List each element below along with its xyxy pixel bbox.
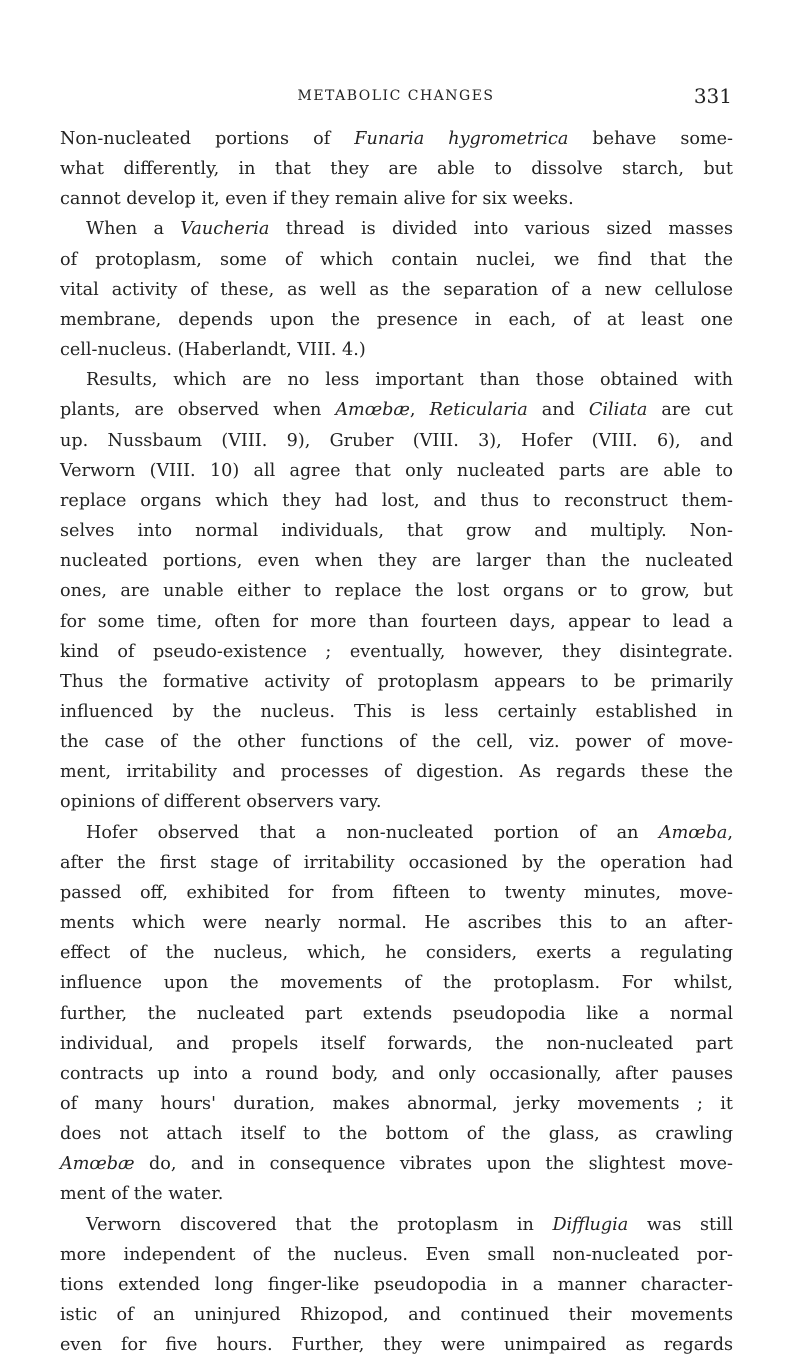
text-segment: more independent of the nucleus. Even small non-nucleated por- xyxy=(60,1244,733,1265)
text-segment: istic of an uninjured Rhizopod, and continued their movements xyxy=(60,1305,733,1326)
text-segment: after the first stage of irritability occasioned by the operation had xyxy=(60,852,733,873)
italic-term: Difflugia xyxy=(552,1214,629,1235)
text-line xyxy=(60,1300,733,1330)
text-line xyxy=(60,214,733,244)
text-segment: thread is divided into various sized masses xyxy=(269,219,733,240)
text-line xyxy=(60,1210,733,1240)
text-line xyxy=(60,818,733,848)
text-segment: ments which were nearly normal. He ascribes this to an after- xyxy=(60,913,733,934)
text-segment: cannot develop it, even if they remain alive for six weeks. xyxy=(60,189,574,210)
text-line xyxy=(60,697,733,727)
text-segment: further, the nucleated part extends pseudopodia like a normal xyxy=(60,1003,733,1024)
text-segment: Results, which are no less important than those obtained with xyxy=(86,370,733,391)
text-segment: opinions of different observers vary. xyxy=(60,792,382,813)
text-line xyxy=(60,486,733,516)
text-segment: Verworn (VIII. 10) all agree that only nucleated parts are able to xyxy=(60,460,733,481)
text-line xyxy=(60,275,733,305)
text-segment: Hofer observed that a non-nucleated portion of an xyxy=(86,822,659,843)
text-line xyxy=(60,1029,733,1059)
text-segment: passed off, exhibited for from fifteen to twenty minutes, move- xyxy=(60,882,733,903)
text-line xyxy=(60,1059,733,1089)
text-line xyxy=(60,1240,733,1270)
text-segment: When a xyxy=(86,219,181,240)
text-line xyxy=(60,456,733,486)
text-line xyxy=(60,426,733,456)
text-segment: tions extended long finger-like pseudopodia in a manner character- xyxy=(60,1274,733,1295)
italic-term: Ciliata xyxy=(588,400,648,421)
text-segment: vital activity of these, as well as the separation of a new cellulose xyxy=(60,279,733,300)
text-segment: are cut xyxy=(647,400,733,421)
text-segment: ones, are unable either to replace the lost organs or to grow, but xyxy=(60,581,733,602)
text-segment: kind of pseudo-existence ; eventually, however, they disintegrate. xyxy=(60,641,733,662)
text-line xyxy=(60,1089,733,1119)
text-segment: for some time, often for more than fourteen days, appear to lead a xyxy=(60,611,733,632)
text-line xyxy=(60,1149,733,1179)
italic-term: Amœbæ xyxy=(335,400,410,421)
text-segment: even for five hours. Further, they were unimpaired as regards xyxy=(60,1335,733,1356)
text-segment: ment of the water. xyxy=(60,1184,224,1205)
text-segment: of many hours' duration, makes abnormal, jerky movements ; it xyxy=(60,1094,733,1114)
text-line xyxy=(60,667,733,697)
text-segment: influence upon the movements of the protoplasm. For whilst, xyxy=(60,973,733,994)
text-line xyxy=(60,1270,733,1300)
text-line xyxy=(60,908,733,938)
text-line xyxy=(60,757,733,787)
text-segment: behave some- xyxy=(568,129,733,149)
text-line xyxy=(60,245,733,275)
text-segment: selves into normal individuals, that grow and multiply. Non- xyxy=(60,521,733,542)
text-line xyxy=(60,516,733,546)
text-line xyxy=(60,124,733,154)
text-line xyxy=(60,365,733,395)
running-head-title: METABOLIC CHANGES xyxy=(297,88,495,104)
text-line xyxy=(60,787,733,817)
italic-term: Amœba xyxy=(658,822,728,843)
running-head xyxy=(60,84,732,108)
text-line xyxy=(60,968,733,998)
text-segment: influenced by the nucleus. This is less certainly established in xyxy=(60,701,733,722)
text-segment: contracts up into a round body, and only occasionally, after pauses xyxy=(60,1063,733,1084)
text-segment: nucleated portions, even when they are larger than the nucleated xyxy=(60,551,733,572)
text-segment: do, and in consequence vibrates upon the slightest move- xyxy=(134,1154,733,1175)
text-segment: Non-nucleated portions of xyxy=(60,129,355,149)
text-segment: Thus the formative activity of protoplasm appears to be primarily xyxy=(60,671,733,692)
text-segment: membrane, depends upon the presence in each, of at least one xyxy=(60,309,733,330)
body-text xyxy=(60,124,733,1360)
text-line xyxy=(60,1330,733,1360)
text-line xyxy=(60,848,733,878)
italic-term: Funaria hygrometrica xyxy=(354,129,569,149)
text-segment: Verworn discovered that the protoplasm in xyxy=(86,1214,553,1235)
italic-term: Amœbæ xyxy=(60,1154,135,1175)
text-line xyxy=(60,637,733,667)
text-line xyxy=(60,154,733,184)
text-line xyxy=(60,305,733,335)
text-segment: up. Nussbaum (VIII. 9), Gruber (VIII. 3), Hofer (VIII. 6), and xyxy=(60,430,733,451)
text-line xyxy=(60,546,733,576)
text-segment: was still xyxy=(628,1214,733,1235)
text-line xyxy=(60,878,733,908)
text-line xyxy=(60,727,733,757)
text-segment: , xyxy=(727,822,733,843)
text-segment: individual, and propels itself forwards, the non-nucleated part xyxy=(60,1033,733,1054)
text-segment: effect of the nucleus, which, he considers, exerts a regulating xyxy=(60,943,733,964)
text-segment: replace organs which they had lost, and thus to reconstruct them- xyxy=(60,490,733,511)
text-line xyxy=(60,335,733,365)
text-line xyxy=(60,395,733,425)
text-segment: ment, irritability and processes of digestion. As regards these the xyxy=(60,762,733,783)
text-line xyxy=(60,184,733,214)
italic-term: Reticularia xyxy=(429,400,528,421)
italic-term: Vaucheria xyxy=(180,219,270,240)
page-number: 331 xyxy=(693,84,732,108)
text-line xyxy=(60,1119,733,1149)
text-segment: cell-nucleus. (Haberlandt, VIII. 4.) xyxy=(60,340,366,361)
text-segment: plants, are observed when xyxy=(60,400,336,421)
text-line xyxy=(60,576,733,606)
text-segment: the case of the other functions of the cell, viz. power of move- xyxy=(60,732,733,753)
text-line xyxy=(60,1179,733,1209)
text-segment: of protoplasm, some of which contain nuclei, we find that the xyxy=(60,249,733,270)
text-line xyxy=(60,938,733,968)
text-segment: does not attach itself to the bottom of the glass, as crawling xyxy=(60,1124,733,1145)
text-segment: and xyxy=(527,400,589,421)
text-line xyxy=(60,999,733,1029)
text-line xyxy=(60,607,733,637)
text-segment: , xyxy=(409,400,430,421)
text-segment: what differently, in that they are able to dissolve starch, but xyxy=(60,159,733,180)
